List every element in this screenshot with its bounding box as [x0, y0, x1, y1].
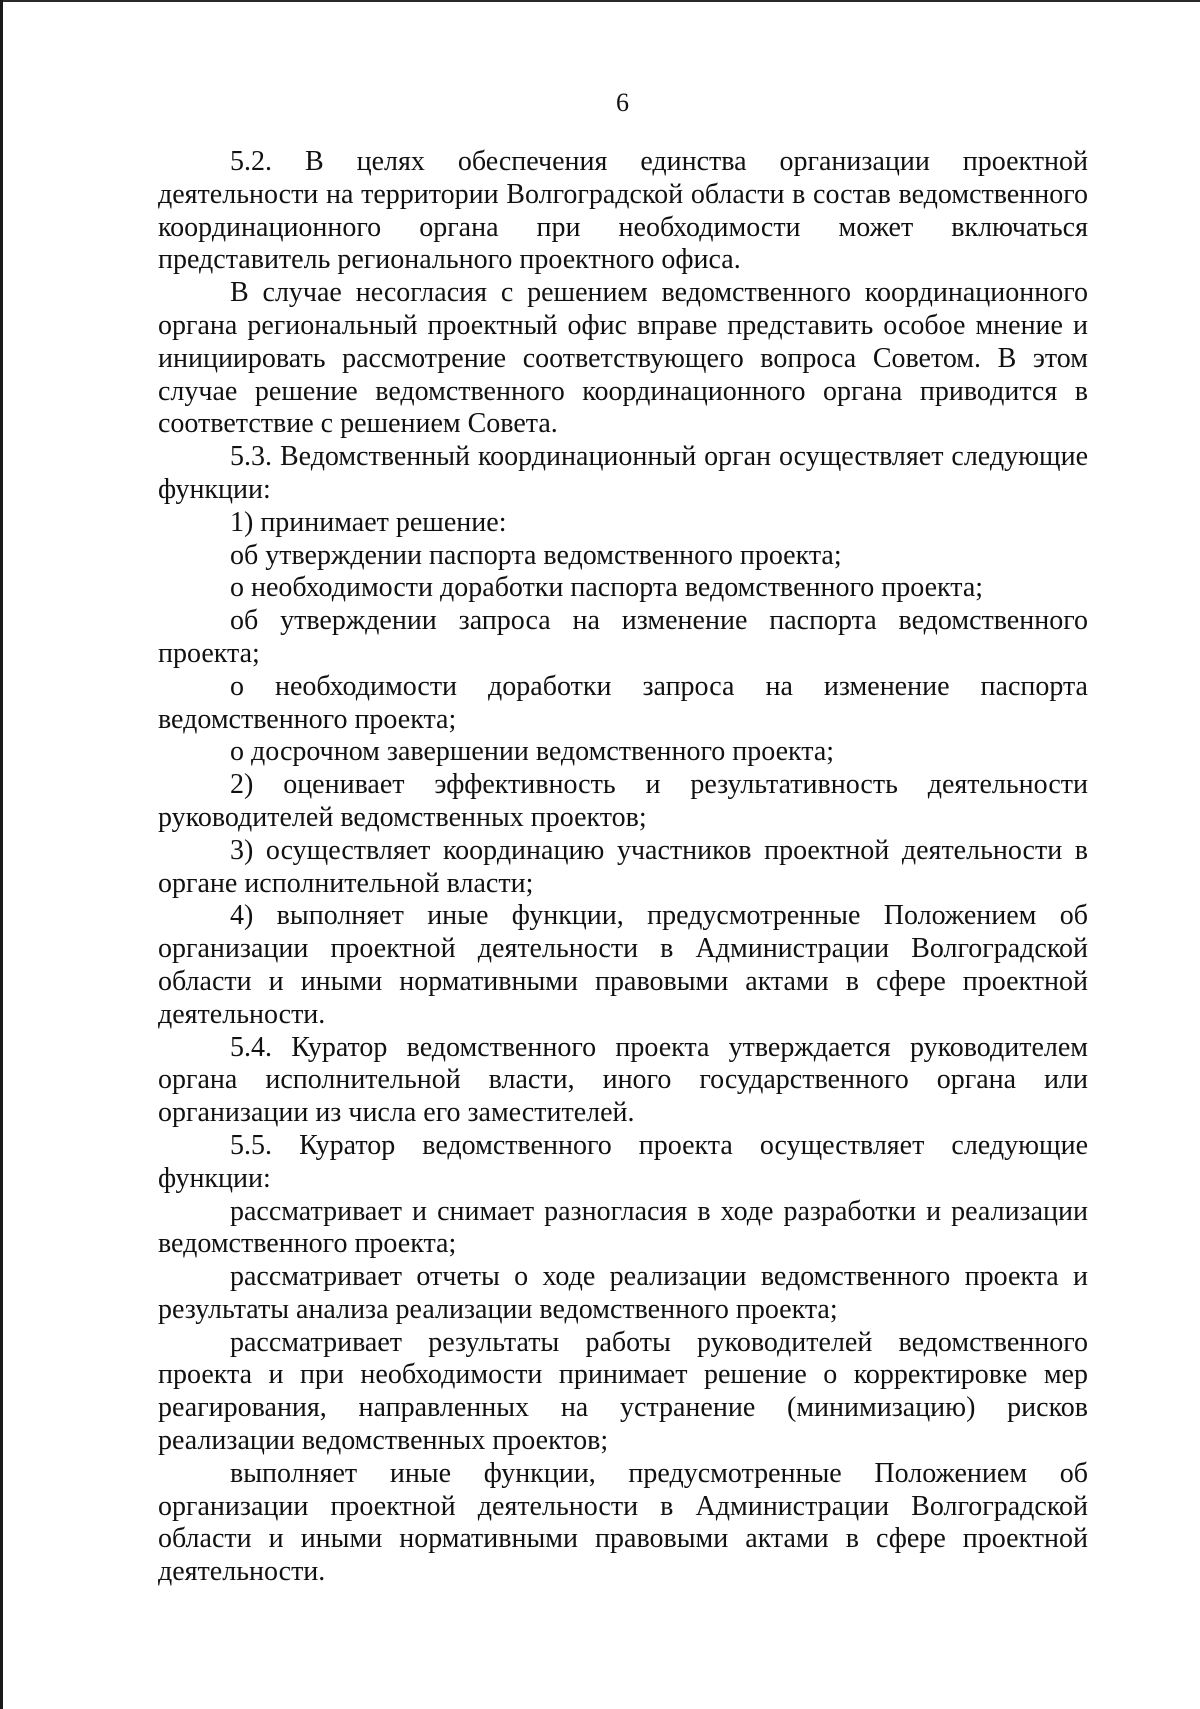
list-item: о необходимости доработки паспорта ведомственного проекта; [230, 572, 984, 604]
paragraph-5-2: 5.2. В целях обеспечения единства организации проектной деятельности на территории Волгоградской области в состав ведомственного координационного органа при необходимости может включаться представитель регионального проектного офиса. [158, 146, 1088, 276]
list-item: 4) выполняет иные функции, предусмотренные Положением об организации проектной деятельности в Администрации Волгоградской области и иными нормативными правовыми актами в сфере проектной деятельности. [158, 900, 1088, 1030]
document-body [158, 146, 1088, 1589]
list-item: о досрочном завершении ведомственного проекта; [230, 736, 835, 768]
list-item: рассматривает отчеты о ходе реализации ведомственного проекта и результаты анализа реализации ведомственного проекта; [158, 1261, 1088, 1325]
list-item: 3) осуществляет координацию участников проектной деятельности в органе исполнительной власти; [158, 834, 1088, 899]
list-item: о необходимости доработки запроса на изменение паспорта ведомственного проекта; [158, 670, 1088, 735]
list-item: об утверждении запроса на изменение паспорта ведомственного проекта; [158, 605, 1088, 669]
page-left-edge [0, 0, 3, 1709]
paragraph-5-5: 5.5. Куратор ведомственного проекта осуществляет следующие функции: [158, 1129, 1088, 1194]
list-item: рассматривает результаты работы руководителей ведомственного проекта и при необходимости принимает решение о корректировке мер реагирования, направленных на устранение (минимизацию) рисков реализации ведомственных проектов; [158, 1326, 1088, 1457]
list-item: об утверждении паспорта ведомственного проекта; [230, 539, 842, 571]
paragraph-5-4: 5.4. Куратор ведомственного проекта утверждается руководителем органа исполнительной власти, иного государственного органа или организации из числа его заместителей. [158, 1031, 1088, 1129]
list-item: 1) принимает решение: [230, 506, 507, 538]
list-item: рассматривает и снимает разногласия в ходе разработки и реализации ведомственного проекта; [158, 1195, 1088, 1260]
paragraph-disagreement: В случае несогласия с решением ведомственного координационного органа региональный проектный офис вправе представить особое мнение и инициировать рассмотрение соответствующего вопроса Советом. В этом случае решение ведомственного координационного органа приводится в соответствие с решением Совета. [158, 277, 1088, 440]
list-item: выполняет иные функции, предусмотренные Положением об организации проектной деятельности в Администрации Волгоградской области и иными нормативными правовыми актами в сфере проектной деятельности. [158, 1457, 1088, 1588]
list-item: 2) оценивает эффективность и результативность деятельности руководителей ведомственных проектов; [158, 769, 1088, 833]
paragraph-5-3: 5.3. Ведомственный координационный орган осуществляет следующие функции: [158, 441, 1088, 505]
page-number: 6 [616, 88, 629, 117]
page-top-edge [0, 0, 1200, 2]
